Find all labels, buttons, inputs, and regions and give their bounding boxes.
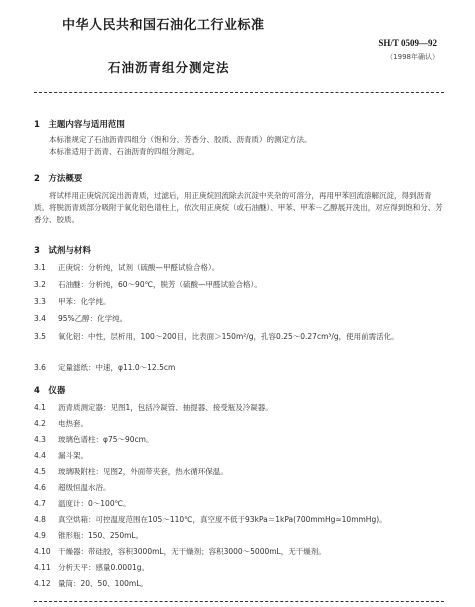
list-item: 4.12 量筒：20、50、100mL。 [34, 579, 148, 588]
list-item: 3.6 定量滤纸：中速，φ11.0～12.5cm [34, 363, 176, 372]
list-item: 4.4 漏斗架。 [34, 451, 88, 460]
section-2-paragraph-1: 将试样用正庚烷沉淀出沥青质，过滤后，用正庚烷回流除去沉淀中夹杂的可溶分，再用甲苯回流溶解沉淀，得到沥青质。将脱沥青质部分吸附于氧化铝色谱柱上，依次用正庚烷（或石油醚）、甲苯、甲苯－乙醇展开洗出，对应得到饱和分、芳香分、胶质。 [34, 191, 443, 224]
section-1-heading: 1 主题内容与适用范围 [34, 120, 125, 130]
list-item: 3.3 甲苯：化学纯。 [34, 297, 111, 306]
list-item: 4.10 干燥器：带硅胶，容积3000mL，无干燥剂；容积3000～5000mL，无干燥剂。 [34, 547, 326, 556]
list-item: 4.5 玻璃吸附柱：见图2，外面带夹套，热水循环保温。 [34, 467, 228, 476]
list-item: 3.4 95%乙醇：化学纯。 [34, 314, 128, 323]
section-4-heading: 4 仪器 [34, 386, 66, 396]
list-item: 3.1 正庚烷：分析纯，试剂（硫酸—甲醛试验合格）。 [34, 263, 220, 272]
standard-number: SH/T 0509—92 [378, 38, 437, 48]
section-2-body [34, 190, 444, 226]
document-title: 石油沥青组分测定法 [108, 60, 230, 75]
section-1-body [34, 134, 444, 158]
footer-divider [34, 601, 444, 602]
issuing-organization: 中华人民共和国石油化工行业标准 [62, 18, 265, 33]
list-item: 4.8 真空烘箱：可控温度范围在105～110℃，真空度不低于93kPa＝1kPa(700mmHg≈10mmHg)。 [34, 515, 387, 524]
list-item: 4.11 分析天平：感量0.0001g。 [34, 563, 150, 572]
list-item: 3.5 氧化铝：中性，层析用，100～200目，比表面＞150m²/g，孔容0.25～0.27cm³/g，使用前需活化。 [34, 332, 399, 341]
confirmation-note: （1998年确认） [386, 53, 439, 61]
list-item: 3.2 石油醚：分析纯，60～90℃，脱芳（硫酸—甲醛试验合格）。 [34, 280, 262, 289]
list-item: 4.3 玻璃色谱柱：φ75～90cm。 [34, 435, 154, 444]
list-item: 4.7 温度计：0～100℃。 [34, 499, 131, 508]
section-1-paragraph-2: 本标准适用于沥青、石油沥青的四组分测定。 [49, 147, 199, 156]
list-item: 4.6 超级恒温水浴。 [34, 483, 111, 492]
section-1-paragraph-1: 本标准规定了石油沥青四组分（饱和分、芳香分、胶质、沥青质）的测定方法。 [49, 135, 312, 144]
section-2-heading: 2 方法概要 [34, 174, 83, 184]
list-item: 4.9 锥形瓶：150、250mL。 [34, 531, 144, 540]
section-3-heading: 3 试剂与材料 [34, 246, 91, 256]
list-item: 4.2 电热套。 [34, 419, 88, 428]
header-divider [34, 92, 444, 93]
list-item: 4.1 沥青质测定器：见图1，包括冷凝管、抽提器、接受瓶及冷凝器。 [34, 403, 273, 412]
